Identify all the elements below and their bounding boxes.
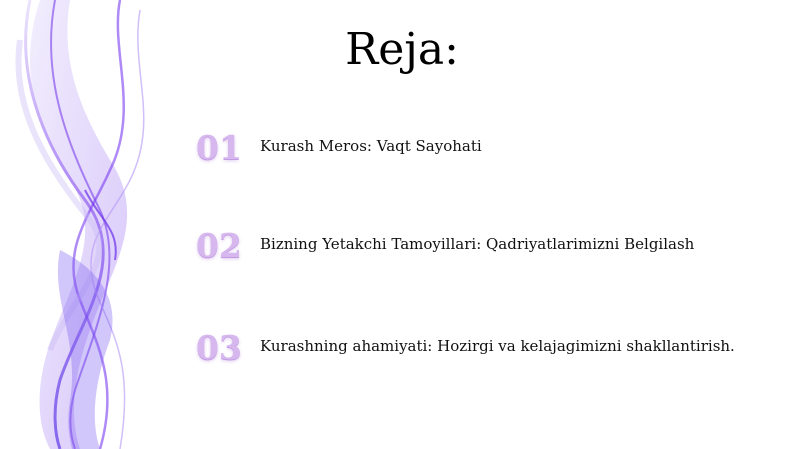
agenda-number: 02 (196, 226, 242, 265)
agenda-text: Bizning Yetakchi Tamoyillari: Qadriyatlarimizni Belgilash (260, 235, 695, 253)
agenda-item-1 (196, 128, 786, 178)
slide-title: Reja: (345, 24, 459, 75)
agenda-item-2 (196, 226, 786, 276)
agenda-text: Kurash Meros: Vaqt Sayohati (260, 137, 482, 155)
purple-smoke-ribbon (0, 0, 200, 449)
agenda-number: 01 (196, 128, 242, 167)
agenda-number: 03 (196, 328, 242, 367)
agenda-text: Kurashning ahamiyati: Hozirgi va kelajagimizni shakllantirish. (260, 337, 735, 355)
agenda-item-3 (196, 328, 786, 378)
